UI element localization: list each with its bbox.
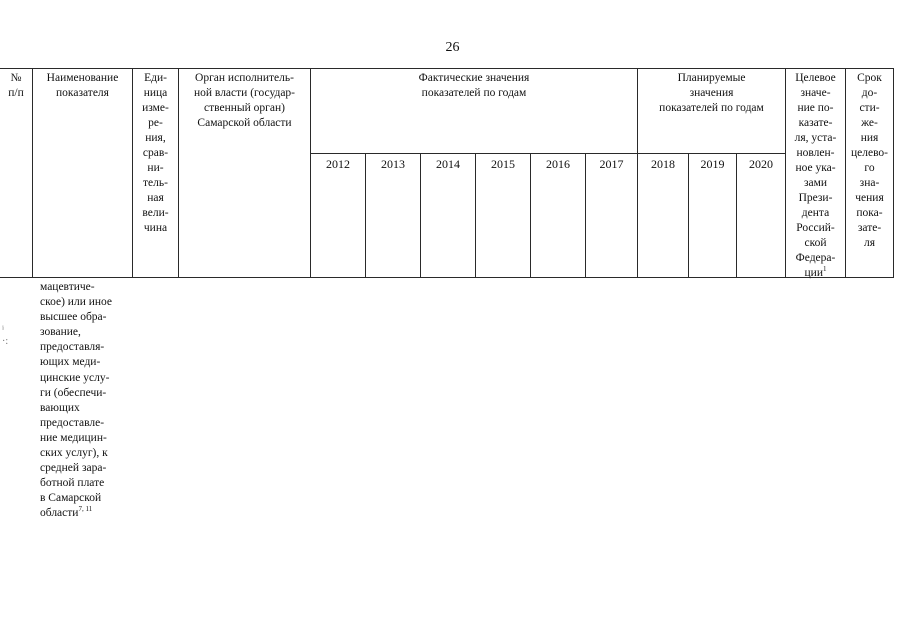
year-cell: 2012 xyxy=(326,157,350,171)
header-num: № п/п xyxy=(8,72,24,99)
year-col-divider xyxy=(688,153,689,278)
table-bottom-border xyxy=(0,277,894,278)
scan-mark: ⁱ ·: xyxy=(2,325,9,347)
header-planned-values: Планируемые значения показателей по годам xyxy=(659,72,764,114)
year-cell: 2017 xyxy=(599,157,624,171)
page-number: 26 xyxy=(445,40,460,55)
table-top-border xyxy=(0,68,894,69)
year-cell: 2016 xyxy=(546,157,570,171)
year-col-divider xyxy=(365,153,366,278)
header-actual-values: Фактические значения показателей по годам xyxy=(418,72,530,99)
year-cell: 2019 xyxy=(700,157,725,171)
year-col-divider xyxy=(530,153,531,278)
year-col-divider xyxy=(736,153,737,278)
indicator-continuation-text: мацевтиче- ское) или иное высшее обра- зование, предоставля- ющих меди- цинские услу- ги (обеспечи- вающих предоставле- ние медицин- ских услуг), к средней зара- ботной плате в Самарской области$^{7, 11}$ xyxy=(40,281,113,520)
year-cell: 2018 xyxy=(651,157,675,171)
year-row-divider xyxy=(310,153,786,154)
year-cell: 2015 xyxy=(491,157,515,171)
header-indicator-name: Наименование показателя xyxy=(46,72,119,99)
col-divider xyxy=(893,68,894,278)
year-cell: 2020 xyxy=(749,157,773,171)
year-col-divider xyxy=(475,153,476,278)
header-target-value: Целевое значе- ние по- казате- ля, уста- новлен- ное ука- зами Прези- дента Россий- ской Федера- ции$^1$ xyxy=(794,72,837,279)
header-authority: Орган исполнитель- ной власти (государ- ственный орган) Самарской области xyxy=(193,72,296,129)
year-col-divider xyxy=(585,153,586,278)
year-cell: 2014 xyxy=(436,157,460,171)
header-deadline: Срок до- сти- же- ния целево- го зна- чения пока- зате- ля xyxy=(850,72,889,249)
year-cell: 2013 xyxy=(381,157,405,171)
header-unit: Еди- ница изме- ре- ния, срав- ни- тель- ная вели- чина xyxy=(142,72,169,234)
year-col-divider xyxy=(420,153,421,278)
